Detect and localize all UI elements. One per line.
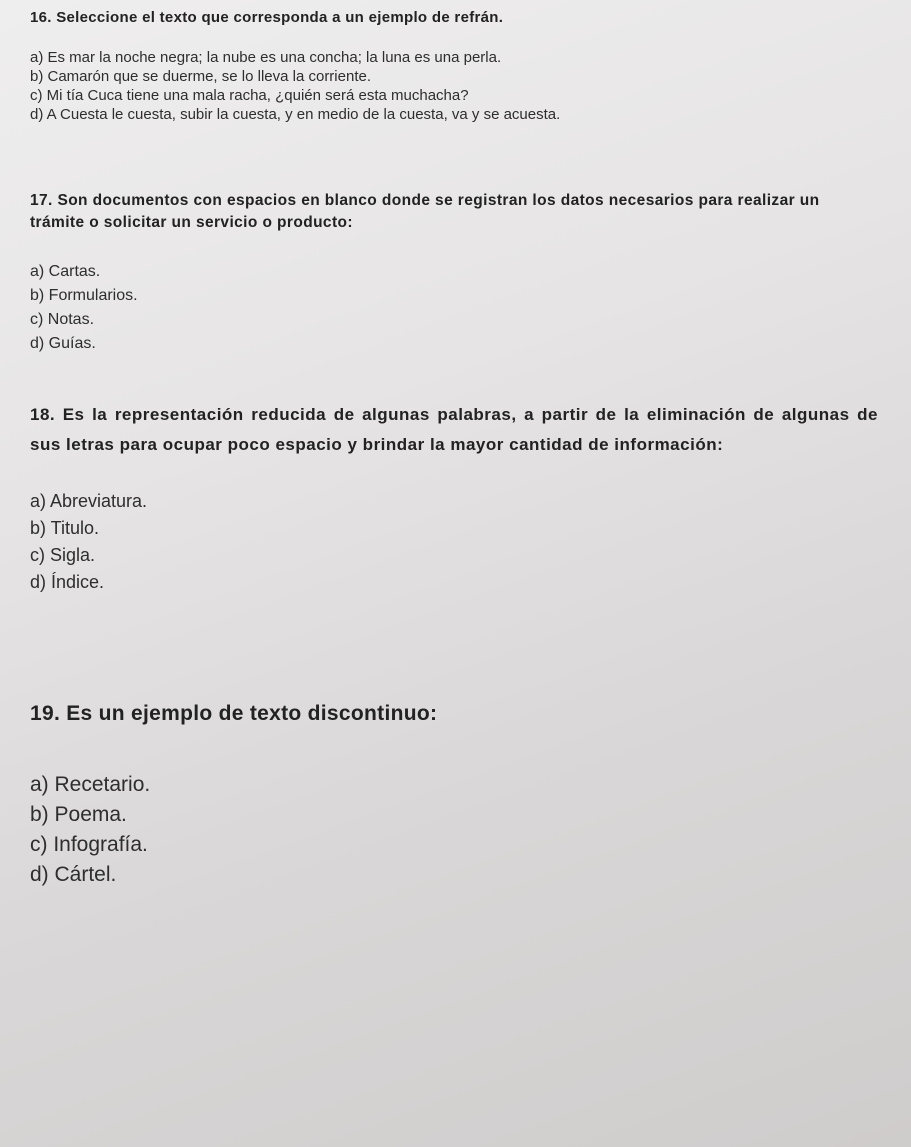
- question-18: [30, 400, 878, 596]
- option-c: c) Sigla.: [30, 545, 96, 565]
- question-18-title: 18. Es la representación reducida de algunas palabras, a partir de la eliminación de algunas de sus letras para ocupar poco espacio y brindar la mayor cantidad de información:: [30, 405, 878, 454]
- question-17-title: 17. Son documentos con espacios en blanco donde se registran los datos necesarios para realizar un trámite o solicitar un servicio o producto:: [30, 192, 820, 231]
- option-b: b) Poema.: [30, 803, 127, 826]
- option-c: c) Notas.: [30, 311, 95, 328]
- option-b: b) Formularios.: [30, 287, 138, 304]
- question-16: [30, 8, 890, 124]
- option-c: c) Infografía.: [30, 833, 148, 856]
- option-d: d) Guías.: [30, 335, 96, 352]
- question-18-options: [30, 488, 878, 596]
- option-a: a) Abreviatura.: [30, 491, 148, 511]
- question-17-options: [30, 260, 860, 356]
- option-a: a) Es mar la noche negra; la nube es una concha; la luna es una perla.: [30, 49, 502, 66]
- question-16-title: 16. Seleccione el texto que corresponda a un ejemplo de refrán.: [30, 9, 504, 26]
- question-16-options: [30, 48, 890, 124]
- option-d: d) A Cuesta le cuesta, subir la cuesta, y en medio de la cuesta, va y se acuesta.: [30, 106, 561, 123]
- question-19-title: 19. Es un ejemplo de texto discontinuo:: [30, 702, 438, 725]
- option-c: c) Mi tía Cuca tiene una mala racha, ¿quién será esta muchacha?: [30, 87, 469, 104]
- option-d: d) Índice.: [30, 572, 105, 592]
- question-19: [30, 700, 890, 890]
- option-a: a) Cartas.: [30, 263, 101, 280]
- option-b: b) Camarón que se duerme, se lo lleva la corriente.: [30, 68, 372, 85]
- question-19-options: [30, 770, 890, 890]
- option-d: d) Cártel.: [30, 863, 117, 886]
- option-a: a) Recetario.: [30, 773, 151, 796]
- question-17: [30, 190, 860, 356]
- option-b: b) Titulo.: [30, 518, 100, 538]
